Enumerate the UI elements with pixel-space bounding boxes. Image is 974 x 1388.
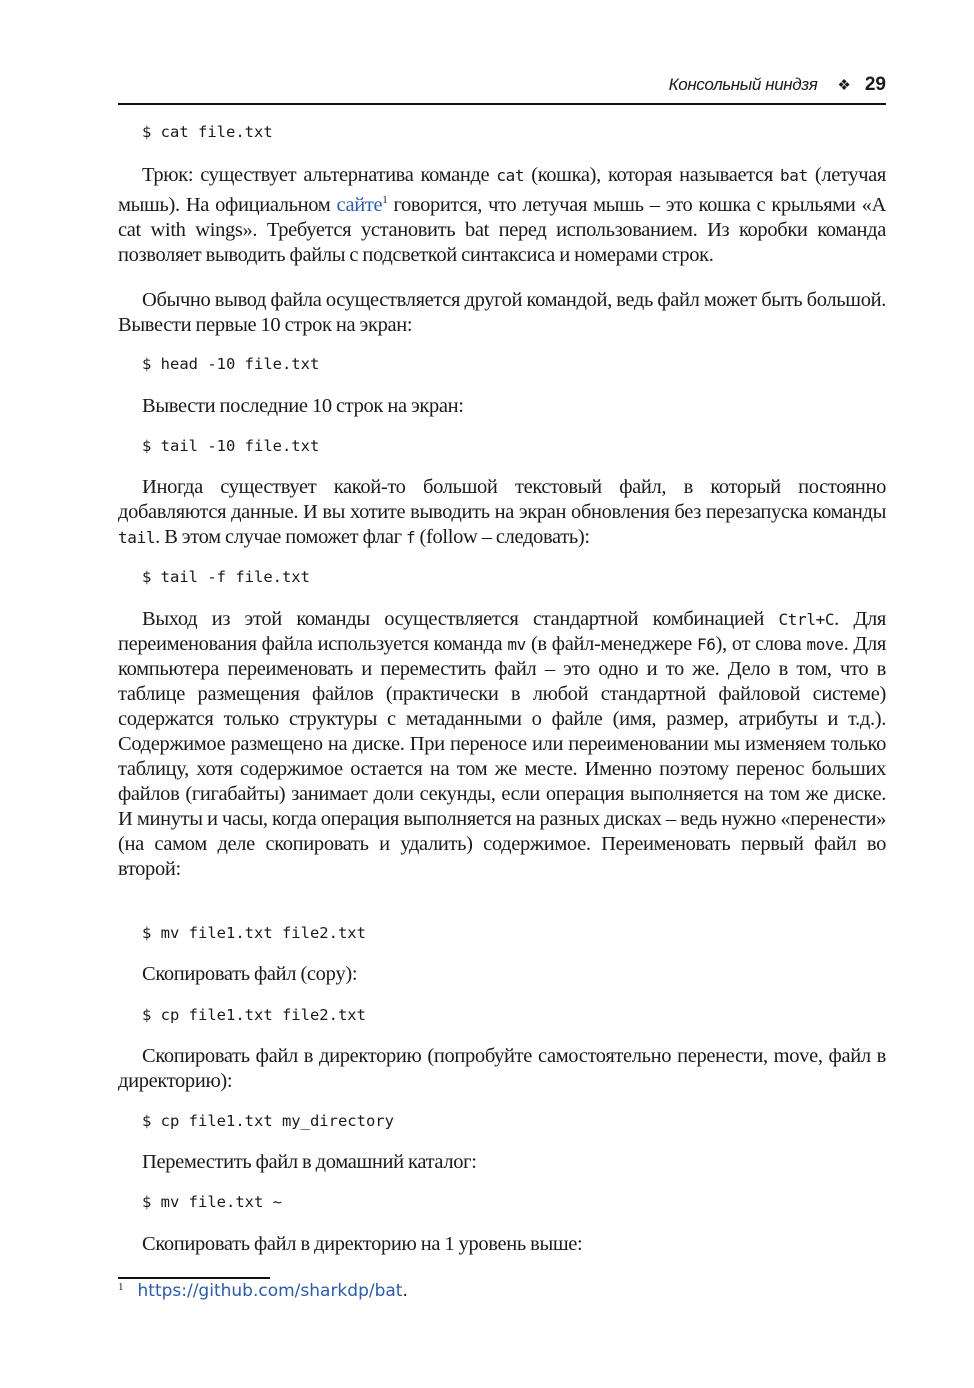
text: . Для компьютера переименовать и переместить файл – это одно и то же. Дело в том, что в таблице размещения файлов (практически в любой стандартной файловой системе) содержатся только структуры с метаданными о файле (имя, размер, атрибуты и т.д.). Содержимое размещено на диске. При переносе или переименовании мы изменяем только таблицу, хотя содержимое остается на том же месте. Именно поэтому перенос больших файлов (гигабайты) занимает доли секунды, если операция выполняется на том же диске. И минуты и часы, когда операция выполняется на разных дисках – ведь нужно «перенести» (на самом деле скопировать и удалить) содержимое. Переименовать первый файл во второй: [118, 633, 886, 880]
paragraph [118, 1232, 886, 1257]
inline-code: bat [779, 166, 808, 185]
text: (follow – следовать): [415, 526, 590, 548]
paragraph [118, 394, 886, 419]
inline-code: cat [496, 166, 525, 185]
code-line: $ cat file.txt [142, 123, 273, 141]
page-number: 29 [864, 74, 886, 95]
code-line: $ mv file1.txt file2.txt [142, 924, 366, 942]
paragraph [118, 163, 886, 268]
inline-code: move [806, 635, 844, 654]
footnote-divider [118, 1277, 270, 1279]
code-line: $ cp file1.txt file2.txt [142, 1006, 366, 1024]
footnote-link[interactable]: https://github.com/sharkdp/bat [137, 1281, 403, 1301]
inline-code: Ctrl+C [778, 610, 835, 629]
footnote-trail: . [402, 1281, 408, 1301]
text: Скопировать файл в директорию на 1 уровень выше: [142, 1233, 583, 1255]
paragraph [118, 1150, 886, 1175]
code-line: $ cp file1.txt my_directory [142, 1112, 394, 1130]
text: Иногда существует какой-то большой текстовый файл, в который постоянно добавляются данные. И вы хотите выводить на экран обновления без перезапуска команды [118, 476, 886, 523]
footnote [118, 1281, 408, 1301]
text: (летучая мышь). На официальном [118, 164, 886, 216]
chapter-title: Консольный ниндзя [668, 75, 818, 94]
running-header [118, 74, 886, 105]
text: . Для переименования файла используется команда [118, 608, 887, 655]
text: Обычно вывод файла осуществляется другой командой, ведь файл может быть большой. Вывести первые 10 строк на экран: [118, 289, 886, 336]
paragraph [118, 475, 886, 550]
text: Выход из этой команды осуществляется стандартной комбинацией [142, 608, 779, 630]
code-line: $ tail -f file.txt [142, 568, 310, 586]
paragraph [118, 607, 886, 882]
paragraph [118, 288, 886, 338]
footnote-ref[interactable]: 1 [382, 194, 388, 206]
text: ), от слова [715, 633, 807, 655]
text: (в файл-менеджере [525, 633, 697, 655]
inline-code: f [405, 528, 416, 547]
code-line: $ tail -10 file.txt [142, 437, 320, 455]
paragraph [118, 962, 886, 987]
text: говорится, что летучая мышь – это кошка с крыльями «A cat with wings». Требуется установить bat перед использованием. Из коробки команда позволяет выводить файлы с подсветкой синтаксиса и номерами строк. [118, 193, 886, 266]
text: (кошка), которая называется [524, 164, 780, 186]
ornament-icon: ❖ [837, 77, 851, 94]
text: Скопировать файл в директорию (попробуйте самостоятельно перенести, move, файл в директорию): [118, 1045, 886, 1092]
code-line: $ mv file.txt ~ [142, 1193, 282, 1211]
text: Вывести последние 10 строк на экран: [142, 395, 464, 417]
code-line: $ head -10 file.txt [142, 355, 320, 373]
site-link[interactable]: сайте [336, 193, 383, 216]
paragraph [118, 1044, 886, 1094]
text: . В этом случае поможет флаг [155, 526, 406, 548]
inline-code: tail [118, 528, 156, 547]
footnote-number: 1 [118, 1281, 124, 1293]
inline-code: F6 [696, 635, 716, 654]
text: Скопировать файл (copy): [142, 963, 358, 985]
text: Трюк: существует альтернатива команде [142, 164, 497, 186]
text: Переместить файл в домашний каталог: [142, 1151, 477, 1173]
inline-code: mv [507, 635, 526, 654]
